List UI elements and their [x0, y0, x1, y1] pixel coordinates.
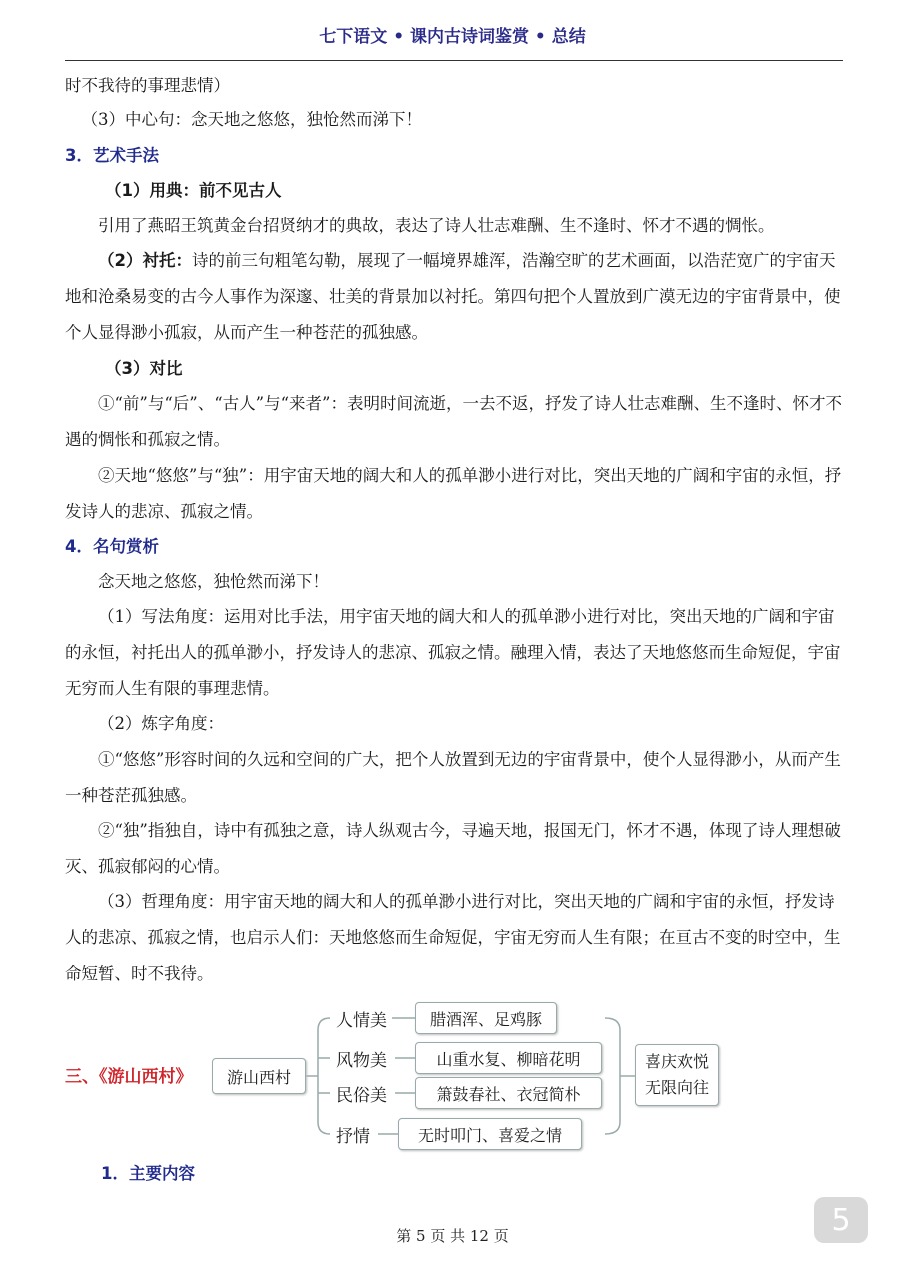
- page-number-badge: 5: [814, 1197, 868, 1243]
- result-line: 无限向往: [644, 1078, 709, 1097]
- page-header: 七下语文 • 课内古诗词鉴赏 • 总结: [319, 27, 586, 47]
- foil-text: 诗的前三句粗笔勾勒，展现了一幅境界雄浑，浩瀚空旷的艺术画面，以浩茫宽广的宇宙天地和沧桑易变的古今人事作为深邃、壮美的背景加以衬托。第四句把个人置放到广漠无边的宇宙背景中，使个人显得渺小孤寂，从而产生一种苍茫的孤独感。: [65, 251, 841, 342]
- branch-detail: 无时叩门、喜爱之情: [398, 1118, 582, 1150]
- branch-detail: 腊酒浑、足鸡豚: [415, 1002, 557, 1034]
- heading-main-content: 1．主要内容: [101, 1164, 195, 1183]
- text-line: 时不我待的事理悲情）: [65, 76, 230, 95]
- section-title-youshanxicun: 三、《游山西村》: [65, 1067, 193, 1087]
- mind-map: [60, 996, 780, 1146]
- result-line: 喜庆欢悦: [644, 1052, 709, 1071]
- header-rule: [65, 60, 843, 61]
- page-footer: 第 5 页 共 12 页: [396, 1227, 509, 1245]
- wording-2: ②“独”指独自，诗中有孤独之意，诗人纵观古今，寻遍天地，报国无门，怀才不遇，体现了诗人理想破灭、孤寂郁闷的心情。: [65, 821, 841, 876]
- analysis-wording: （2）炼字角度：: [98, 714, 224, 733]
- wording-1: ①“悠悠”形容时间的久远和空间的广大，把个人放置到无边的宇宙背景中，使个人显得渺小，从而产生一种苍茫孤独感。: [65, 750, 841, 805]
- comparison-1: ①“前”与“后”、“古人”与“来者”：表明时间流逝，一去不返，抒发了诗人壮志难酬、生不逢时、怀才不遇的惆怅和孤寂之情。: [65, 394, 842, 449]
- heading-art-technique: 3．艺术手法: [65, 146, 159, 165]
- subheading-allusion: （1）用典：前不见古人: [105, 181, 282, 200]
- branch-detail: 山重水复、柳暗花明: [415, 1042, 602, 1074]
- famous-quote: 念天地之悠悠，独怆然而涕下！: [98, 572, 329, 591]
- contrast-paragraph: [65, 243, 843, 351]
- branch-detail: 箫鼓春社、衣冠简朴: [415, 1077, 602, 1109]
- subheading-comparison: （3）对比: [105, 359, 183, 378]
- mind-map-result: [635, 1044, 719, 1106]
- analysis-philosophy: （3）哲理角度：用宇宙天地的阔大和人的孤单渺小进行对比，突出天地的广阔和宇宙的永恒，抒发诗人的悲凉、孤寂之情，也启示人们：天地悠悠而生命短促，宇宙无穷而人生有限；在亘古不变的时空中，生命短暂、时不我待。: [65, 892, 841, 983]
- central-sentence: （3）中心句：念天地之悠悠，独怆然而涕下！: [81, 110, 422, 129]
- allusion-text: 引用了燕昭王筑黄金台招贤纳才的典故，表达了诗人壮志难酬、生不逢时、怀才不遇的惆怅。: [98, 216, 775, 235]
- analysis-writing: （1）写法角度：运用对比手法，用宇宙天地的阔大和人的孤单渺小进行对比，突出天地的广阔和宇宙的永恒，衬托出人的孤单渺小，抒发诗人的悲凉、孤寂之情。融理入情，表达了天地悠悠而生命短促，宇宙无穷而人生有限的事理悲情。: [65, 607, 841, 698]
- branch-label: 人情美: [336, 1011, 387, 1031]
- subheading-foil: （2）衬托：: [98, 251, 192, 270]
- mind-map-root: 游山西村: [212, 1058, 306, 1094]
- heading-famous-lines: 4．名句赏析: [65, 537, 159, 556]
- branch-label: 民俗美: [336, 1086, 387, 1106]
- branch-label: 风物美: [336, 1051, 387, 1071]
- comparison-2: ②天地“悠悠”与“独”：用宇宙天地的阔大和人的孤单渺小进行对比，突出天地的广阔和宇宙的永恒，抒发诗人的悲凉、孤寂之情。: [65, 466, 842, 521]
- branch-label: 抒情: [336, 1127, 370, 1147]
